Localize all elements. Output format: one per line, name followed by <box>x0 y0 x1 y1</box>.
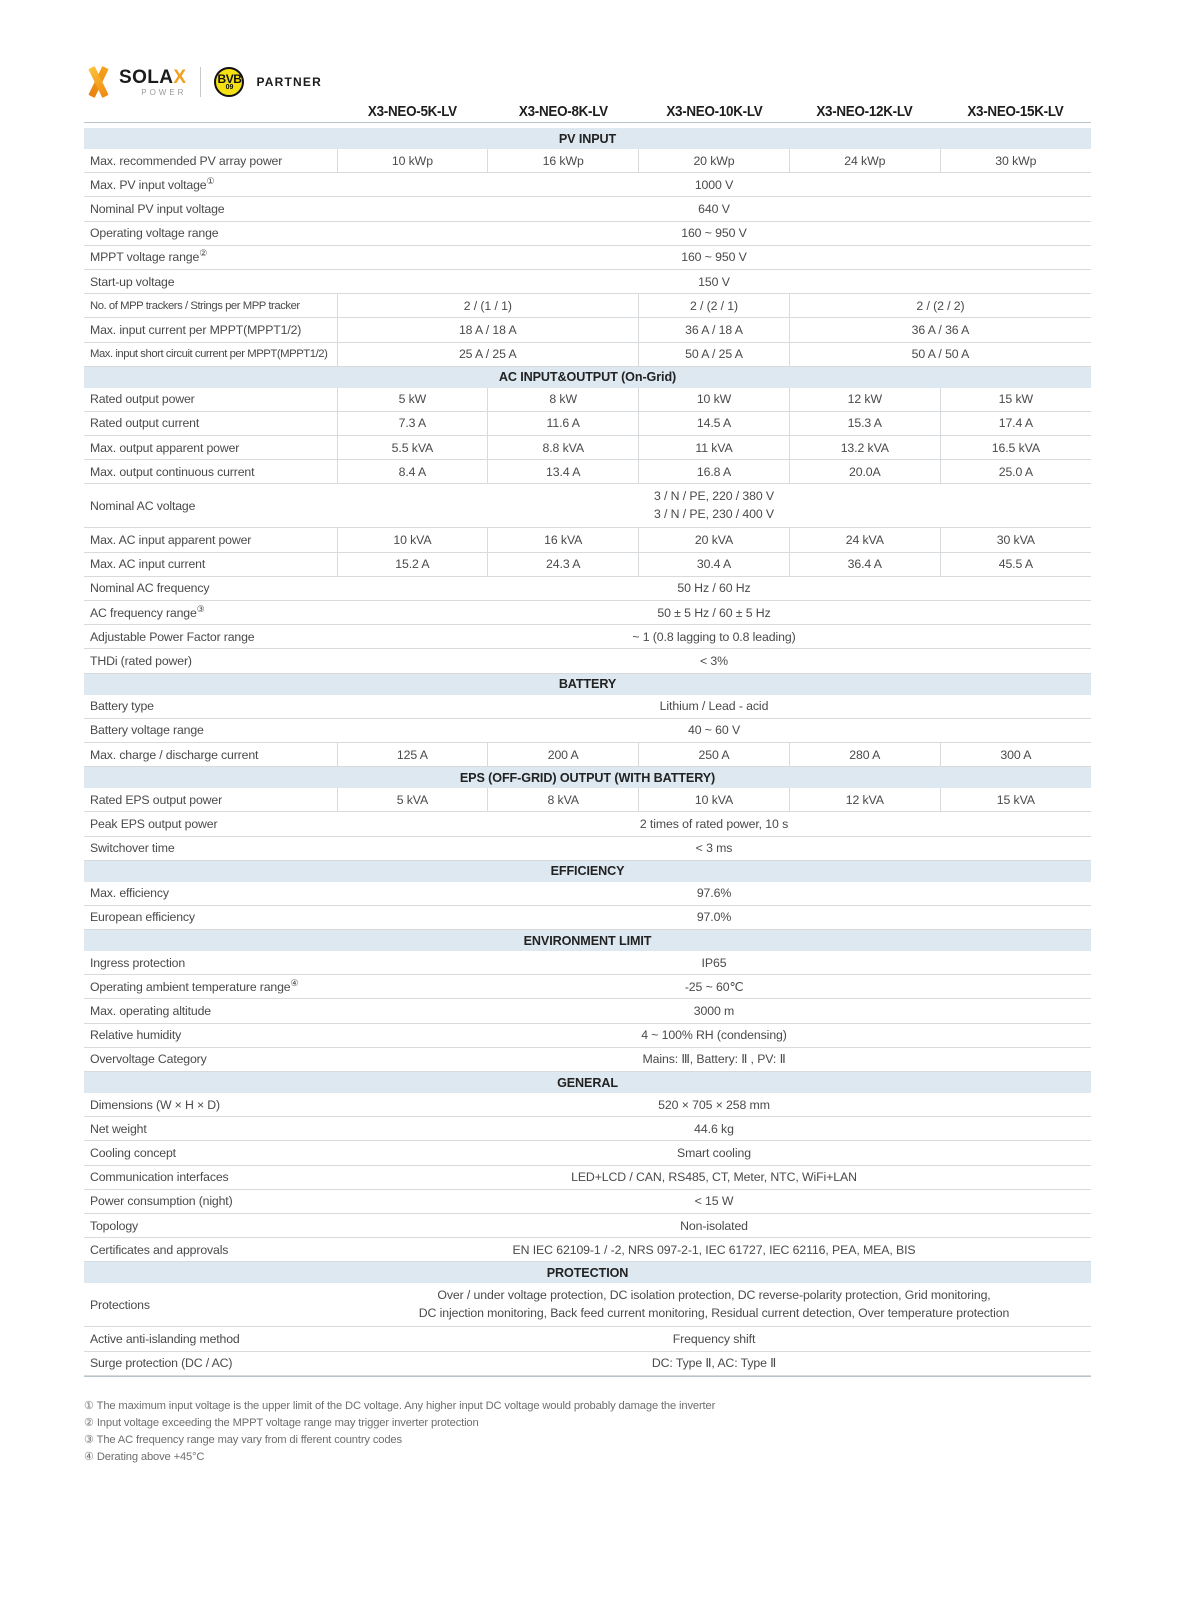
spec-label: Nominal PV input voltage <box>84 197 337 221</box>
spec-value: 4 ~ 100% RH (condensing) <box>337 1023 1091 1047</box>
spec-row <box>84 812 1091 836</box>
spec-label: Max. AC input apparent power <box>84 528 337 552</box>
spec-value: 20 kWp <box>639 149 790 173</box>
spec-label: Max. output continuous current <box>84 460 337 484</box>
solax-wordmark <box>119 68 186 97</box>
spec-value: 24 kVA <box>789 528 940 552</box>
spec-value: 10 kW <box>639 388 790 412</box>
spec-value: 13.4 A <box>488 460 639 484</box>
spec-row <box>84 1283 1091 1327</box>
spec-value: Non-isolated <box>337 1213 1091 1237</box>
section-title: GENERAL <box>84 1072 1091 1094</box>
spec-value: 36.4 A <box>789 552 940 576</box>
spec-value: -25 ~ 60℃ <box>337 975 1091 999</box>
spec-row <box>84 1238 1091 1262</box>
footnote-line-1: ① The maximum input voltage is the upper limit of the DC voltage. Any higher input DC voltage would probably damage the inverter <box>84 1399 716 1412</box>
spec-value: 13.2 kVA <box>789 436 940 460</box>
spec-value: 14.5 A <box>639 411 790 435</box>
spec-value: 5.5 kVA <box>337 436 488 460</box>
spec-value: IP65 <box>337 951 1091 975</box>
footnote-line-2: ② Input voltage exceeding the MPPT voltage range may trigger inverter protection <box>84 1416 479 1429</box>
bvb-number: 09 <box>225 84 234 91</box>
spec-label: Nominal AC frequency <box>84 576 337 600</box>
spec-label: Switchover time <box>84 836 337 860</box>
spec-value: DC: Type Ⅱ, AC: Type Ⅱ <box>337 1351 1091 1375</box>
spec-label: No. of MPP trackers / Strings per MPP tracker <box>84 294 337 318</box>
spec-value: 5 kW <box>337 388 488 412</box>
section-header-row <box>84 673 1091 695</box>
section-title: ENVIRONMENT LIMIT <box>84 930 1091 952</box>
spec-value: 36 A / 18 A <box>639 318 790 342</box>
spec-row <box>84 149 1091 173</box>
spec-label: Max. PV input voltage① <box>84 173 337 197</box>
partner-label: PARTNER <box>256 75 322 89</box>
brand-logo-bar <box>84 64 322 100</box>
bvb-badge-icon <box>214 67 244 97</box>
footnote-marker: ② <box>199 248 208 259</box>
spec-label: Max. output apparent power <box>84 436 337 460</box>
spec-row <box>84 718 1091 742</box>
spec-label: Max. AC input current <box>84 552 337 576</box>
spec-value: 200 A <box>488 742 639 766</box>
spec-value: 50 ± 5 Hz / 60 ± 5 Hz <box>337 601 1091 625</box>
spec-value: 150 V <box>337 269 1091 293</box>
spec-value: < 15 W <box>337 1189 1091 1213</box>
spec-row <box>84 411 1091 435</box>
spec-label: Max. input short circuit current per MPPT(MPPT1/2) <box>84 342 337 366</box>
spec-label: Dimensions (W × H × D) <box>84 1093 337 1117</box>
spec-row <box>84 1141 1091 1165</box>
spec-value: 18 A / 18 A <box>337 318 639 342</box>
spec-value: 36 A / 36 A <box>789 318 1091 342</box>
spec-value: 30 kVA <box>940 528 1091 552</box>
spec-value: Mains: Ⅲ, Battery: Ⅱ , PV: Ⅱ <box>337 1047 1091 1071</box>
spec-label: Ingress protection <box>84 951 337 975</box>
spec-label: Net weight <box>84 1117 337 1141</box>
spec-label: Operating voltage range <box>84 221 337 245</box>
spec-row <box>84 788 1091 812</box>
column-header-4: X3-NEO-12K-LV <box>816 104 913 120</box>
solax-x-mark-icon <box>84 68 114 96</box>
spec-label: Rated EPS output power <box>84 788 337 812</box>
spec-value: 2 / (2 / 2) <box>789 294 1091 318</box>
spec-row <box>84 318 1091 342</box>
spec-value: 1000 V <box>337 173 1091 197</box>
spec-label: Power consumption (night) <box>84 1189 337 1213</box>
model-header-row <box>84 100 1091 128</box>
spec-value: 8.4 A <box>337 460 488 484</box>
header-spacer <box>94 100 327 128</box>
spec-label: Active anti-islanding method <box>84 1327 337 1351</box>
spec-value: < 3% <box>337 649 1091 673</box>
spec-value: 25 A / 25 A <box>337 342 639 366</box>
spec-row <box>84 1351 1091 1375</box>
spec-label: Rated output current <box>84 411 337 435</box>
spec-value: 3000 m <box>337 999 1091 1023</box>
footnotes-block <box>84 1398 715 1466</box>
spec-row <box>84 625 1091 649</box>
spec-row <box>84 484 1091 528</box>
spec-label: Adjustable Power Factor range <box>84 625 337 649</box>
column-header-3: X3-NEO-10K-LV <box>665 104 763 120</box>
spec-value: 160 ~ 950 V <box>337 221 1091 245</box>
spec-value: 280 A <box>789 742 940 766</box>
spec-value: 160 ~ 950 V <box>337 245 1091 269</box>
spec-row <box>84 975 1091 999</box>
spec-label: Communication interfaces <box>84 1165 337 1189</box>
spec-value: 97.6% <box>337 882 1091 906</box>
footnote-marker: ① <box>206 175 215 186</box>
spec-value: 50 Hz / 60 Hz <box>337 576 1091 600</box>
section-title: EFFICIENCY <box>84 860 1091 882</box>
spec-value: 8 kVA <box>488 788 639 812</box>
section-header-row <box>84 860 1091 882</box>
spec-value: 250 A <box>639 742 790 766</box>
spec-row <box>84 649 1091 673</box>
column-header-5: X3-NEO-15K-LV <box>967 104 1064 120</box>
spec-value: 24 kWp <box>789 149 940 173</box>
spec-value: LED+LCD / CAN, RS485, CT, Meter, NTC, WiFi+LAN <box>337 1165 1091 1189</box>
spec-value: 16.5 kVA <box>940 436 1091 460</box>
spec-value: 24.3 A <box>488 552 639 576</box>
footnote-line-4: ④ Derating above +45°C <box>84 1450 205 1463</box>
spec-row <box>84 1093 1091 1117</box>
section-header-row <box>84 767 1091 789</box>
spec-value: EN IEC 62109-1 / -2, NRS 097-2-1, IEC 61727, IEC 62116, PEA, MEA, BIS <box>337 1238 1091 1262</box>
spec-label: Battery voltage range <box>84 718 337 742</box>
spec-row <box>84 269 1091 293</box>
spec-value: 5 kVA <box>337 788 488 812</box>
spec-label: MPPT voltage range② <box>84 245 337 269</box>
spec-label: Battery type <box>84 695 337 719</box>
spec-row <box>84 436 1091 460</box>
spec-value: 50 A / 50 A <box>789 342 1091 366</box>
section-header-row <box>84 1262 1091 1284</box>
spec-value: 11.6 A <box>488 411 639 435</box>
spec-label: Overvoltage Category <box>84 1047 337 1071</box>
section-title: AC INPUT&OUTPUT (On-Grid) <box>84 366 1091 388</box>
spec-value: 11 kVA <box>639 436 790 460</box>
spec-row <box>84 999 1091 1023</box>
footnote-marker: ④ <box>290 977 299 988</box>
spec-row <box>84 905 1091 929</box>
spec-value: 15.2 A <box>337 552 488 576</box>
spec-row <box>84 951 1091 975</box>
spec-value: 16 kVA <box>488 528 639 552</box>
section-title: PROTECTION <box>84 1262 1091 1284</box>
spec-row <box>84 742 1091 766</box>
spec-value: 50 A / 25 A <box>639 342 790 366</box>
spec-value: 8 kW <box>488 388 639 412</box>
spec-value: Over / under voltage protection, DC isolation protection, DC reverse-polarity protection, Grid monitoring, DC injection monitoring, Back feed current monitoring, Residual current detection, Over temperature protection <box>337 1283 1091 1327</box>
spec-value: 125 A <box>337 742 488 766</box>
spec-label: European efficiency <box>84 905 337 929</box>
spec-value: 30.4 A <box>639 552 790 576</box>
spec-value: 30 kWp <box>940 149 1091 173</box>
solax-name: SOLA <box>119 66 174 88</box>
spec-label: Rated output power <box>84 388 337 412</box>
spec-value: 25.0 A <box>940 460 1091 484</box>
section-header-row <box>84 128 1091 149</box>
spec-value: 12 kVA <box>789 788 940 812</box>
spec-row <box>84 221 1091 245</box>
spec-label: Topology <box>84 1213 337 1237</box>
spec-value: 97.0% <box>337 905 1091 929</box>
spec-label: Max. operating altitude <box>84 999 337 1023</box>
spec-label: Cooling concept <box>84 1141 337 1165</box>
spec-value: 2 / (1 / 1) <box>337 294 639 318</box>
column-header-2: X3-NEO-8K-LV <box>518 104 608 120</box>
spec-row <box>84 245 1091 269</box>
spec-row <box>84 576 1091 600</box>
spec-row <box>84 173 1091 197</box>
section-header-row <box>84 366 1091 388</box>
spec-label: Nominal AC voltage <box>84 484 337 528</box>
column-header-1: X3-NEO-5K-LV <box>367 104 457 120</box>
spec-label: Start-up voltage <box>84 269 337 293</box>
spec-value: 8.8 kVA <box>488 436 639 460</box>
spec-label: THDi (rated power) <box>84 649 337 673</box>
spec-value: 10 kWp <box>337 149 488 173</box>
spec-row <box>84 1165 1091 1189</box>
spec-row <box>84 1327 1091 1351</box>
spec-label: Max. charge / discharge current <box>84 742 337 766</box>
spec-label: Certificates and approvals <box>84 1238 337 1262</box>
spec-value: 640 V <box>337 197 1091 221</box>
spec-label: Peak EPS output power <box>84 812 337 836</box>
solax-subtitle: POWER <box>141 87 187 97</box>
spec-label: Max. input current per MPPT(MPPT1/2) <box>84 318 337 342</box>
spec-value: 15 kW <box>940 388 1091 412</box>
spec-value: Lithium / Lead - acid <box>337 695 1091 719</box>
spec-label: Operating ambient temperature range④ <box>84 975 337 999</box>
spec-row <box>84 1117 1091 1141</box>
spec-value: ~ 1 (0.8 lagging to 0.8 leading) <box>337 625 1091 649</box>
spec-value: 520 × 705 × 258 mm <box>337 1093 1091 1117</box>
section-header-row <box>84 930 1091 952</box>
spec-value: Frequency shift <box>337 1327 1091 1351</box>
spec-value: 10 kVA <box>639 788 790 812</box>
spec-row <box>84 294 1091 318</box>
spec-value: 3 / N / PE, 220 / 380 V 3 / N / PE, 230 / 400 V <box>337 484 1091 528</box>
spec-label: Protections <box>84 1283 337 1327</box>
spec-row <box>84 528 1091 552</box>
spec-row <box>84 882 1091 906</box>
spec-value: < 3 ms <box>337 836 1091 860</box>
section-header-row <box>84 1072 1091 1094</box>
spec-value: 40 ~ 60 V <box>337 718 1091 742</box>
spec-value: Smart cooling <box>337 1141 1091 1165</box>
spec-row <box>84 460 1091 484</box>
spec-value: 17.4 A <box>940 411 1091 435</box>
spec-value: 20.0A <box>789 460 940 484</box>
section-title: PV INPUT <box>84 128 1091 149</box>
solax-name-x: X <box>173 66 187 88</box>
spec-row <box>84 388 1091 412</box>
spec-value: 15.3 A <box>789 411 940 435</box>
spec-value: 16 kWp <box>488 149 639 173</box>
spec-label: Relative humidity <box>84 1023 337 1047</box>
spec-value: 10 kVA <box>337 528 488 552</box>
footnote-marker: ③ <box>196 603 205 614</box>
logo-divider <box>200 67 201 97</box>
spec-value: 12 kW <box>789 388 940 412</box>
spec-label: Max. efficiency <box>84 882 337 906</box>
footnote-line-3: ③ The AC frequency range may vary from di fferent country codes <box>84 1433 402 1446</box>
section-title: BATTERY <box>84 673 1091 695</box>
table-top-rule <box>84 122 1091 123</box>
spec-value: 300 A <box>940 742 1091 766</box>
section-title: EPS (OFF-GRID) OUTPUT (WITH BATTERY) <box>84 767 1091 789</box>
spec-row <box>84 552 1091 576</box>
spec-value: 20 kVA <box>639 528 790 552</box>
spec-label: Max. recommended PV array power <box>84 149 337 173</box>
spec-row <box>84 601 1091 625</box>
spec-row <box>84 1213 1091 1237</box>
spec-value: 45.5 A <box>940 552 1091 576</box>
spec-value: 44.6 kg <box>337 1117 1091 1141</box>
spec-row <box>84 342 1091 366</box>
spec-value: 7.3 A <box>337 411 488 435</box>
bvb-label: BVB <box>217 72 242 86</box>
spec-value: 2 times of rated power, 10 s <box>337 812 1091 836</box>
spec-row <box>84 836 1091 860</box>
spec-row <box>84 1023 1091 1047</box>
specifications-table <box>84 100 1091 1376</box>
spec-value: 16.8 A <box>639 460 790 484</box>
spec-row <box>84 197 1091 221</box>
spec-row <box>84 1189 1091 1213</box>
spec-value: 15 kVA <box>940 788 1091 812</box>
spec-row <box>84 1047 1091 1071</box>
spec-value: 2 / (2 / 1) <box>639 294 790 318</box>
table-bottom-rule <box>84 1376 1091 1377</box>
spec-label: Surge protection (DC / AC) <box>84 1351 337 1375</box>
spec-row <box>84 695 1091 719</box>
spec-label: AC frequency range③ <box>84 601 337 625</box>
